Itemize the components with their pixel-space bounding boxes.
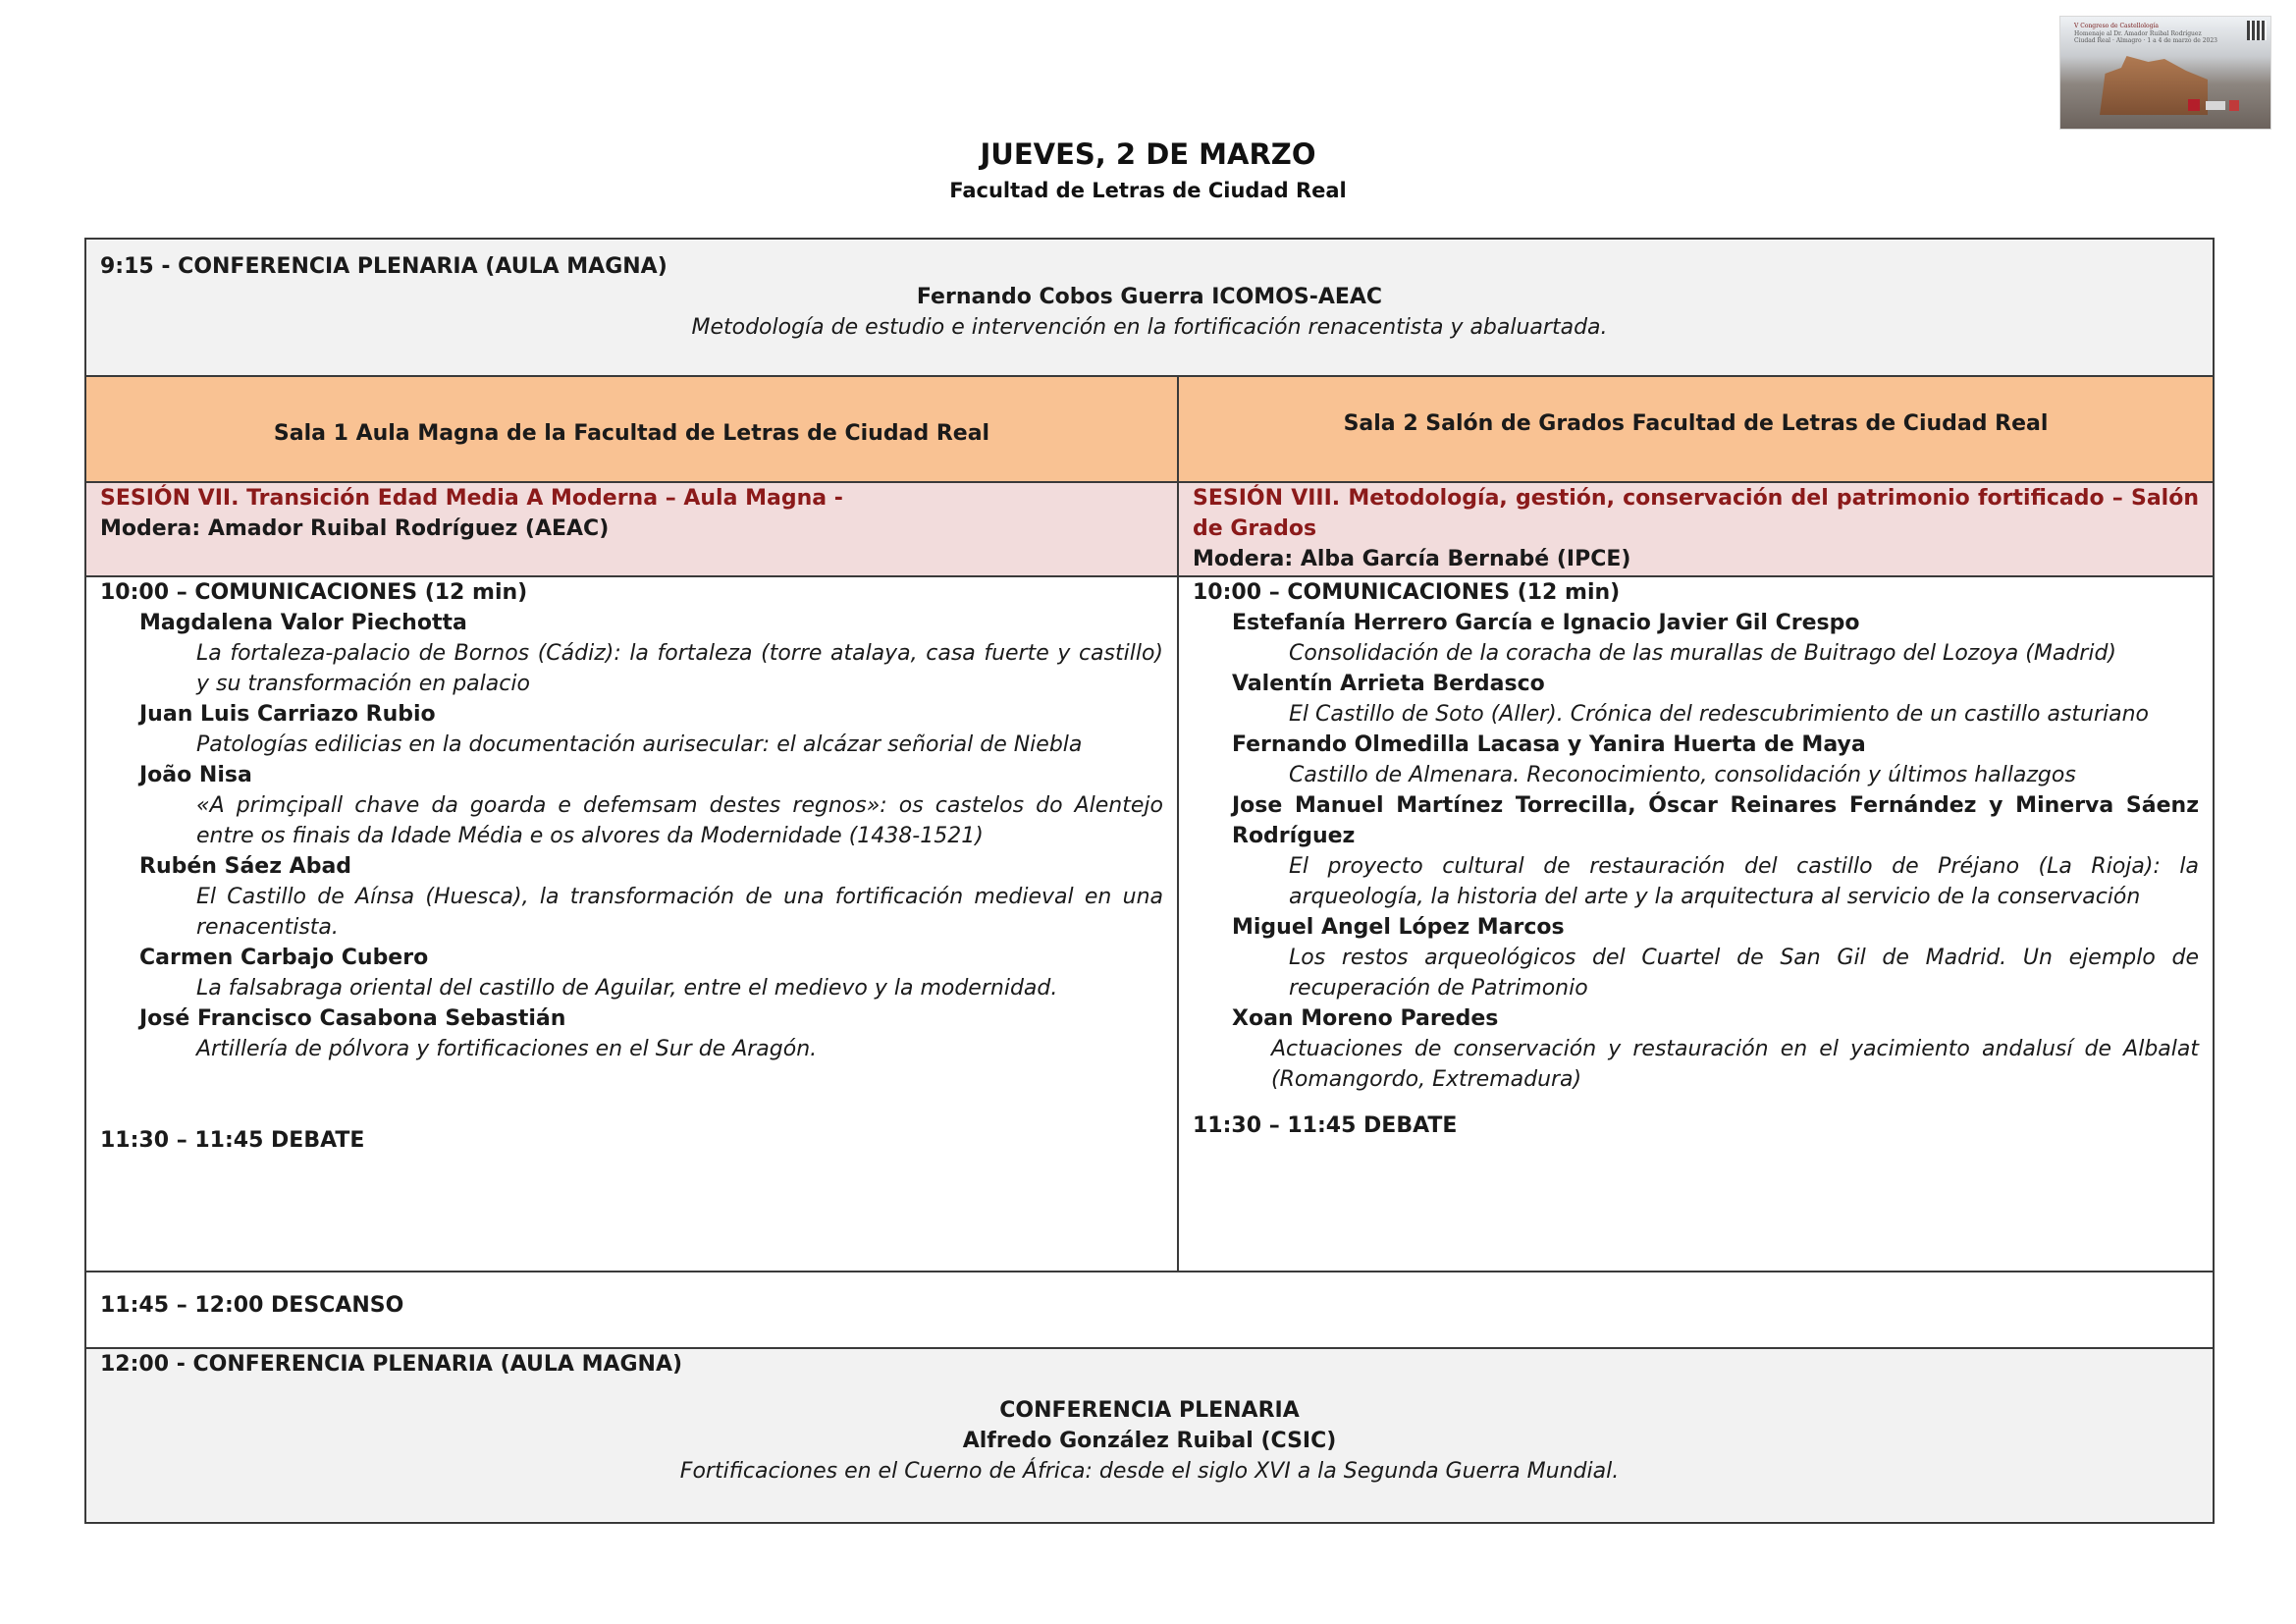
plenary-talk: Fortificaciones en el Cuerno de África: desde el siglo XVI a la Segunda Guerra Mundial. bbox=[679, 1459, 1620, 1484]
talk-author: Estefanía Herrero García e Ignacio Javier Gil Crespo bbox=[1232, 611, 1860, 635]
talk-author: Valentín Arrieta Berdasco bbox=[1232, 672, 1545, 696]
qr-code-icon bbox=[2247, 21, 2267, 40]
plenary-speaker: Alfredo González Ruibal (CSIC) bbox=[962, 1429, 1337, 1453]
plenary-row bbox=[86, 240, 2213, 377]
talk-author: Rubén Sáez Abad bbox=[139, 854, 352, 879]
session-title: SESIÓN VII. Transición Edad Media A Moderna – Aula Magna - bbox=[100, 486, 843, 511]
talk-title: El Castillo de Aínsa (Huesca), la transformación de una fortificación medieval en una renacentista. bbox=[196, 885, 1163, 940]
talk-title: Artillería de pólvora y fortificaciones en el Sur de Aragón. bbox=[196, 1037, 818, 1061]
talk-title: Actuaciones de conservación y restauración en el yacimiento andalusí de Albalat (Romangordo, Extremadura) bbox=[1271, 1037, 2199, 1092]
plenary-heading: CONFERENCIA PLENARIA bbox=[999, 1398, 1300, 1423]
break-row bbox=[86, 1272, 2213, 1349]
rooms-row bbox=[86, 377, 2213, 483]
talk-author: Fernando Olmedilla Lacasa y Yanira Huerta de Maya bbox=[1232, 732, 1866, 757]
talk-title: El Castillo de Soto (Aller). Crónica del redescubrimiento de un castillo asturiano bbox=[1289, 702, 2150, 727]
plenary-speaker: Fernando Cobos Guerra ICOMOS-AEAC bbox=[916, 285, 1383, 309]
session8-talks bbox=[1179, 577, 2213, 1271]
talk-title: Patologías edilicias en la documentación aurisecular: el alcázar señorial de Niebla bbox=[196, 732, 1083, 757]
talk-author: Juan Luis Carriazo Rubio bbox=[139, 702, 436, 727]
talk-title: La falsabraga oriental del castillo de Aguilar, entre el medievo y la modernidad. bbox=[196, 976, 1058, 1001]
plenary-talk: Metodología de estudio e intervención en la fortificación renacentista y abaluartada. bbox=[691, 315, 1608, 340]
talk-author: Carmen Carbajo Cubero bbox=[139, 946, 429, 970]
room1-header: Sala 1 Aula Magna de la Facultad de Letras de Ciudad Real bbox=[86, 377, 1179, 481]
sessions-row bbox=[86, 483, 2213, 577]
session-moderator: Modera: Amador Ruibal Rodríguez (AEAC) bbox=[100, 516, 610, 541]
session-moderator: Modera: Alba García Bernabé (IPCE) bbox=[1193, 547, 1631, 571]
debate-label: 11:30 – 11:45 DEBATE bbox=[1193, 1113, 1458, 1138]
talk-title: Consolidación de la coracha de las murallas de Buitrago del Lozoya (Madrid) bbox=[1289, 641, 2116, 666]
spacer bbox=[1193, 1095, 2199, 1110]
communications-label: 10:00 – COMUNICACIONES (12 min) bbox=[1193, 580, 1621, 605]
congress-logo bbox=[2059, 16, 2271, 130]
plenary-time: 12:00 - CONFERENCIA PLENARIA (AULA MAGNA) bbox=[100, 1352, 683, 1377]
sponsor-logo-icon bbox=[2188, 99, 2200, 111]
room2-header: Sala 2 Salón de Grados Facultad de Letras de Ciudad Real bbox=[1343, 411, 2049, 436]
talk-title: «A primçipall chave da goarda e defemsam destes regnos»: os castelos do Alentejo entre os finais da Idade Média e os alvores da Modernidade (1438-1521) bbox=[196, 793, 1163, 848]
session7-cell bbox=[86, 483, 1179, 575]
debate-label: 11:30 – 11:45 DEBATE bbox=[100, 1128, 365, 1153]
session-title: SESIÓN VIII. Metodología, gestión, conservación del patrimonio fortificado – Salón de Grados bbox=[1193, 486, 2199, 541]
spacer bbox=[100, 1064, 1163, 1125]
talk-author: João Nisa bbox=[139, 763, 252, 787]
sponsor-logo-icon bbox=[2206, 101, 2225, 110]
talk-title: Los restos arqueológicos del Cuartel de San Gil de Madrid. Un ejemplo de recuperación de Patrimonio bbox=[1289, 946, 2199, 1001]
talk-title: Castillo de Almenara. Reconocimiento, consolidación y últimos hallazgos bbox=[1289, 763, 2076, 787]
communications-row bbox=[86, 577, 2213, 1272]
talk-author: Magdalena Valor Piechotta bbox=[139, 611, 467, 635]
talk-title: El proyecto cultural de restauración del castillo de Préjano (La Rioja): la arqueología, la historia del arte y la arquitectura al servicio de la conservación bbox=[1289, 854, 2199, 909]
session7-talks bbox=[86, 577, 1179, 1271]
plenary-cell bbox=[86, 240, 2213, 375]
logo-line: Ciudad Real · Almagro · 1 a 4 de marzo de 2023 bbox=[2074, 37, 2218, 44]
logo-line: Homenaje al Dr. Amador Ruibal Rodríguez bbox=[2074, 30, 2202, 37]
talk-author: Jose Manuel Martínez Torrecilla, Óscar Reinares Fernández y Minerva Sáenz Rodríguez bbox=[1232, 793, 2199, 848]
plenary-cell bbox=[86, 1349, 2213, 1521]
sponsor-logo-icon bbox=[2229, 100, 2239, 111]
talk-author: José Francisco Casabona Sebastián bbox=[139, 1006, 566, 1031]
page-title: JUEVES, 2 DE MARZO bbox=[980, 137, 1316, 171]
plenary-time: 9:15 - CONFERENCIA PLENARIA (AULA MAGNA) bbox=[100, 254, 667, 279]
talk-author: Xoan Moreno Paredes bbox=[1232, 1006, 1499, 1031]
page-subtitle: Facultad de Letras de Ciudad Real bbox=[949, 179, 1347, 202]
break-label: 11:45 – 12:00 DESCANSO bbox=[100, 1293, 404, 1318]
communications-label: 10:00 – COMUNICACIONES (12 min) bbox=[100, 580, 528, 605]
plenary-row bbox=[86, 1349, 2213, 1521]
talk-title: La fortaleza-palacio de Bornos (Cádiz): la fortaleza (torre atalaya, casa fuerte y castillo) y su transformación en palacio bbox=[196, 641, 1163, 696]
logo-line: V Congreso de Castellología bbox=[2074, 23, 2159, 29]
session8-cell bbox=[1179, 483, 2213, 575]
programme-table bbox=[84, 238, 2215, 1524]
spacer bbox=[100, 1380, 2199, 1395]
talk-author: Miguel Angel López Marcos bbox=[1232, 915, 1565, 940]
